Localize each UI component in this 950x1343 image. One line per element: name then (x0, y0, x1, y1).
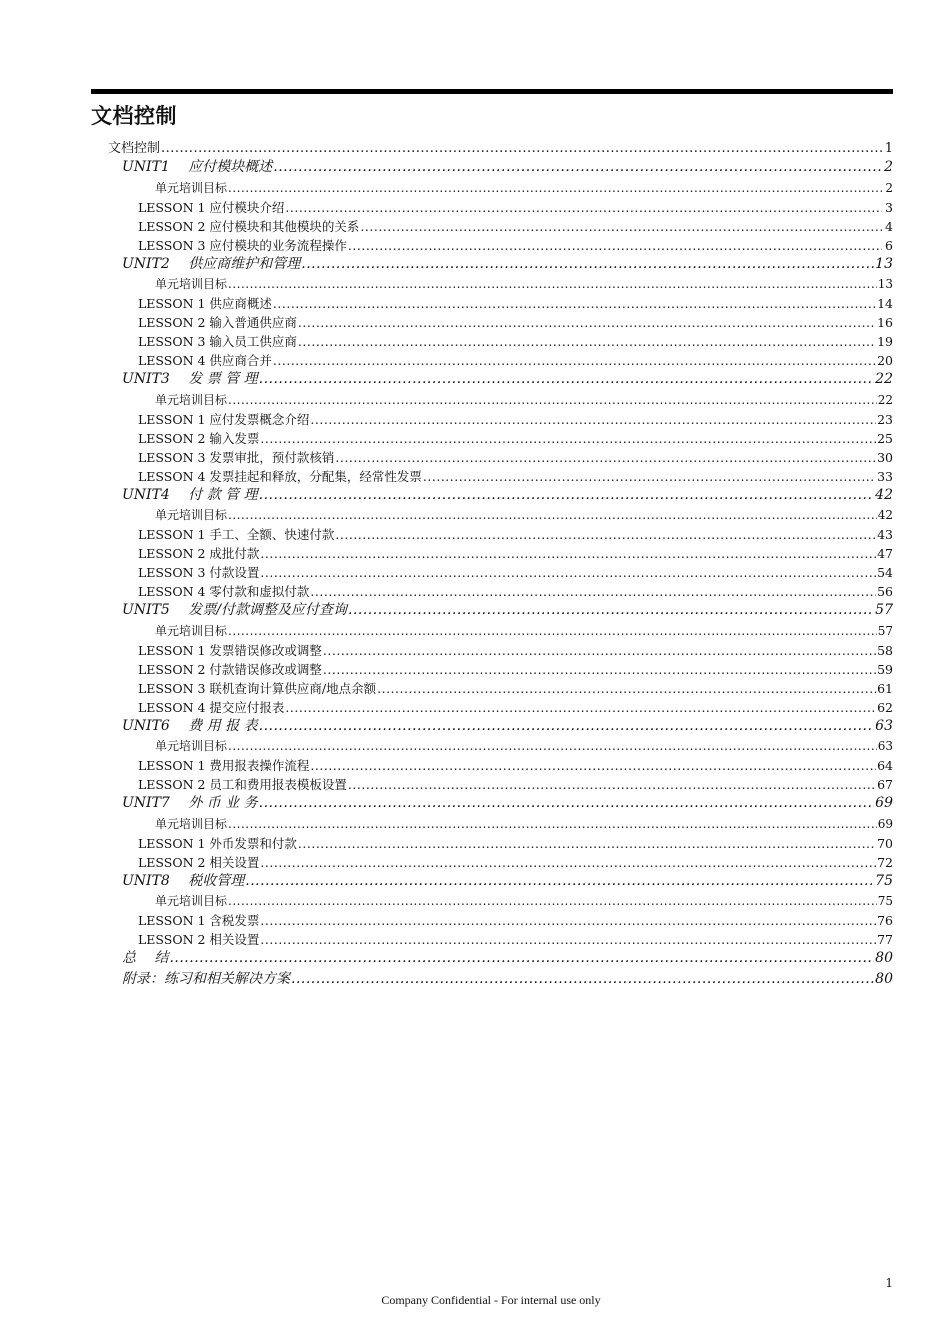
toc-entry[interactable] (138, 525, 893, 544)
toc-entry-label: 附录：练习和相关解决方案 (122, 970, 290, 987)
toc-leader-dots (228, 179, 882, 198)
toc-entry-page: 67 (877, 777, 893, 792)
toc-leader-dots (228, 737, 877, 756)
header-rule (91, 89, 893, 94)
toc-entry[interactable] (138, 930, 893, 949)
toc-entry-page: 3 (885, 199, 893, 215)
toc-entry-page: 80 (875, 970, 893, 987)
toc-leader-dots (228, 275, 877, 294)
toc-leader-dots (260, 544, 876, 563)
toc-leader-dots (301, 255, 874, 274)
toc-entry-label: LESSON 2 成批付款 (138, 546, 260, 561)
toc-entry-page: 19 (877, 334, 893, 349)
toc-leader-dots (298, 313, 876, 332)
toc-entry-page: 4 (885, 218, 893, 234)
toc-entry-page: 69 (877, 816, 893, 831)
toc-leader-dots (323, 660, 876, 679)
toc-entry-page: 63 (877, 739, 893, 753)
toc-entry-page: 22 (877, 392, 893, 407)
toc-leader-dots (259, 370, 875, 389)
toc-entry-page: 75 (877, 894, 893, 908)
toc-leader-dots (260, 563, 876, 582)
toc-entry-page: 2 (885, 180, 893, 195)
toc-entry-label: LESSON 1 发票错误修改或调整 (138, 642, 322, 658)
toc-entry-label: LESSON 3 输入员工供应商 (138, 334, 297, 349)
toc-entry[interactable] (138, 756, 893, 775)
toc-entry[interactable] (122, 872, 893, 891)
toc-entry-page: 63 (875, 717, 893, 734)
toc-entry-label: 单元培训目标 (155, 180, 228, 195)
toc-entry-label: LESSON 1 供应商概述 (138, 296, 272, 311)
toc-entry-label: UNIT3 发 票 管 理 (122, 371, 258, 387)
toc-entry[interactable] (155, 179, 893, 198)
toc-entry[interactable] (138, 698, 893, 717)
toc-entry[interactable] (138, 448, 893, 467)
toc-entry-label: UNIT4 付 款 管 理 (122, 486, 258, 503)
toc-leader-dots (348, 775, 876, 794)
toc-entry-label: LESSON 4 零付款和虚拟付款 (138, 584, 310, 599)
toc-entry[interactable] (138, 911, 893, 930)
toc-leader-dots (260, 429, 876, 448)
toc-entry-page: 70 (877, 835, 893, 851)
toc-entry-page: 57 (877, 623, 893, 638)
toc-leader-dots (259, 794, 875, 813)
toc-entry[interactable] (122, 158, 893, 177)
toc-entry-page: 13 (875, 255, 893, 272)
toc-entry-label: LESSON 1 应付发票概念介绍 (138, 411, 310, 427)
toc-entry[interactable] (138, 198, 893, 217)
toc-leader-dots (348, 601, 874, 620)
toc-leader-dots (348, 236, 882, 255)
toc-entry-page: 23 (877, 411, 893, 427)
toc-entry-label: 总 结 (122, 950, 169, 966)
toc-entry-label: 单元培训目标 (155, 623, 228, 638)
toc-entry-label: UNIT6 费 用 报 表 (122, 717, 258, 734)
toc-entry[interactable] (122, 970, 893, 989)
toc-entry-label: UNIT8 税收管理 (122, 872, 245, 889)
toc-leader-dots (260, 853, 876, 872)
toc-entry-label: LESSON 1 含税发票 (138, 913, 260, 928)
toc-leader-dots (335, 525, 876, 544)
toc-entry[interactable] (122, 717, 893, 736)
toc-entry[interactable] (138, 834, 893, 853)
toc-entry[interactable] (138, 775, 893, 794)
footer-confidential: Company Confidential - For internal use only (381, 1293, 601, 1307)
toc-entry-page: 43 (877, 527, 893, 542)
toc-entry-label: LESSON 2 输入普通供应商 (138, 315, 297, 330)
toc-entry-page: 62 (877, 699, 893, 715)
toc-entry[interactable] (138, 410, 893, 429)
toc-entry[interactable] (138, 582, 893, 601)
toc-entry[interactable] (122, 949, 893, 968)
toc-leader-dots (228, 892, 877, 911)
toc-leader-dots (423, 467, 876, 486)
toc-entry[interactable] (122, 370, 893, 389)
toc-entry[interactable] (138, 853, 893, 872)
toc-entry-label: LESSON 1 应付模块介绍 (138, 199, 285, 215)
toc-leader-dots (298, 834, 876, 853)
toc-entry-label: 文档控制 (108, 141, 161, 156)
toc-leader-dots (169, 949, 874, 968)
toc-entry-page: 6 (885, 237, 893, 253)
toc-entry[interactable] (138, 660, 893, 679)
toc-entry[interactable] (138, 351, 893, 370)
toc-entry-page: 20 (877, 353, 893, 368)
toc-leader-dots (228, 815, 877, 834)
toc-entry-page: 80 (875, 950, 893, 966)
toc-entry[interactable] (108, 139, 893, 158)
toc-entry[interactable] (155, 391, 893, 410)
toc-entry[interactable] (122, 794, 893, 813)
toc-entry[interactable] (155, 275, 893, 294)
toc-entry-label: 单元培训目标 (155, 508, 228, 522)
page-title: 文档控制 (91, 104, 177, 128)
toc-entry[interactable] (138, 294, 893, 313)
toc-leader-dots (291, 970, 874, 989)
toc-entry-label: 单元培训目标 (155, 894, 228, 908)
toc-entry-page: 2 (884, 159, 893, 175)
toc-entry-label: LESSON 3 应付模块的业务流程操作 (138, 237, 347, 253)
toc-entry[interactable] (122, 486, 893, 505)
toc-entry-page: 76 (877, 913, 893, 928)
toc-leader-dots (310, 582, 876, 601)
toc-leader-dots (273, 158, 882, 177)
toc-entry[interactable] (155, 815, 893, 834)
toc-entry-page: 56 (877, 584, 893, 599)
toc-leader-dots (245, 872, 874, 891)
toc-leader-dots (273, 351, 876, 370)
toc-entry[interactable] (138, 217, 893, 236)
toc-entry-page: 54 (877, 565, 893, 580)
toc-entry-page: 1 (884, 141, 893, 156)
page-number: 1 (885, 1276, 893, 1290)
toc-leader-dots (161, 139, 882, 158)
toc-entry-page: 72 (877, 854, 893, 870)
toc-entry[interactable] (155, 622, 893, 641)
toc-entry-page: 33 (877, 468, 893, 484)
toc-entry-label: 单元培训目标 (155, 739, 228, 753)
toc-entry-page: 61 (877, 680, 893, 696)
toc-leader-dots (259, 486, 875, 505)
toc-entry[interactable] (138, 313, 893, 332)
toc-entry[interactable] (138, 236, 893, 255)
toc-entry-label: LESSON 2 相关设置 (138, 854, 260, 870)
toc-entry-label: LESSON 2 输入发票 (138, 430, 260, 446)
toc-entry-label: LESSON 2 员工和费用报表模板设置 (138, 777, 347, 792)
toc-entry-label: LESSON 2 应付模块和其他模块的关系 (138, 218, 360, 234)
toc-leader-dots (285, 198, 882, 217)
toc-entry[interactable] (155, 737, 893, 756)
toc-entry-label: LESSON 2 相关设置 (138, 932, 260, 947)
toc-entry-page: 58 (877, 642, 893, 658)
toc-leader-dots (360, 217, 882, 236)
toc-entry-page: 77 (877, 932, 893, 947)
toc-leader-dots (323, 641, 876, 660)
toc-entry-label: 单元培训目标 (155, 277, 228, 291)
toc-leader-dots (310, 756, 876, 775)
toc-entry-label: UNIT2 供应商维护和管理 (122, 255, 301, 272)
toc-entry-label: 单元培训目标 (155, 392, 228, 407)
toc-entry-page: 16 (877, 315, 893, 330)
toc-leader-dots (259, 717, 875, 736)
toc-entry[interactable] (138, 679, 893, 698)
toc-entry-label: LESSON 3 联机查询计算供应商/地点余额 (138, 680, 377, 696)
toc-entry-label: LESSON 1 手工、全额、快速付款 (138, 527, 335, 542)
toc-entry-page: 75 (875, 872, 893, 889)
toc-entry-label: LESSON 1 外币发票和付款 (138, 835, 297, 851)
toc-leader-dots (228, 622, 877, 641)
toc-entry-page: 42 (875, 486, 893, 503)
toc-leader-dots (310, 410, 876, 429)
toc-leader-dots (260, 930, 876, 949)
toc-entry-label: LESSON 2 付款错误修改或调整 (138, 661, 322, 677)
toc-entry-label: LESSON 3 付款设置 (138, 565, 260, 580)
toc-entry[interactable] (122, 601, 893, 620)
toc-entry-label: LESSON 4 提交应付报表 (138, 699, 285, 715)
toc-leader-dots (377, 679, 876, 698)
toc-entry-label: LESSON 3 发票审批，预付款核销 (138, 449, 335, 465)
toc-entry[interactable] (138, 429, 893, 448)
toc-entry-page: 13 (877, 277, 893, 291)
toc-entry[interactable] (138, 467, 893, 486)
toc-leader-dots (260, 911, 876, 930)
toc-entry-page: 64 (877, 758, 893, 773)
toc-entry-page: 14 (877, 296, 893, 311)
toc-entry-label: 单元培训目标 (155, 816, 228, 831)
toc-entry-page: 25 (877, 430, 893, 446)
toc-entry[interactable] (138, 563, 893, 582)
toc-entry[interactable] (138, 544, 893, 563)
toc-entry-page: 57 (875, 602, 893, 618)
toc-entry-page: 42 (877, 508, 893, 522)
toc-entry-label: UNIT5 发票/付款调整及应付查询 (122, 602, 347, 618)
toc-entry[interactable] (138, 332, 893, 351)
toc-leader-dots (335, 448, 876, 467)
toc-entry-page: 59 (877, 661, 893, 677)
toc-leader-dots (285, 698, 876, 717)
toc-entry-label: LESSON 1 费用报表操作流程 (138, 758, 310, 773)
toc-entry[interactable] (155, 892, 893, 911)
toc-leader-dots (228, 391, 877, 410)
toc-entry[interactable] (155, 506, 893, 525)
toc-entry[interactable] (138, 641, 893, 660)
toc-entry-label: UNIT7 外 币 业 务 (122, 795, 258, 811)
toc-leader-dots (228, 506, 877, 525)
toc-entry-label: LESSON 4 供应商合并 (138, 353, 272, 368)
toc-entry[interactable] (122, 255, 893, 274)
toc-entry-page: 30 (877, 449, 893, 465)
toc-entry-page: 69 (875, 795, 893, 811)
toc-leader-dots (298, 332, 876, 351)
toc-entry-label: UNIT1 应付模块概述 (122, 159, 273, 175)
toc-entry-label: LESSON 4 发票挂起和释放，分配集，经常性发票 (138, 468, 422, 484)
toc-leader-dots (273, 294, 876, 313)
toc-entry-page: 22 (875, 371, 893, 387)
toc-entry-page: 47 (877, 546, 893, 561)
